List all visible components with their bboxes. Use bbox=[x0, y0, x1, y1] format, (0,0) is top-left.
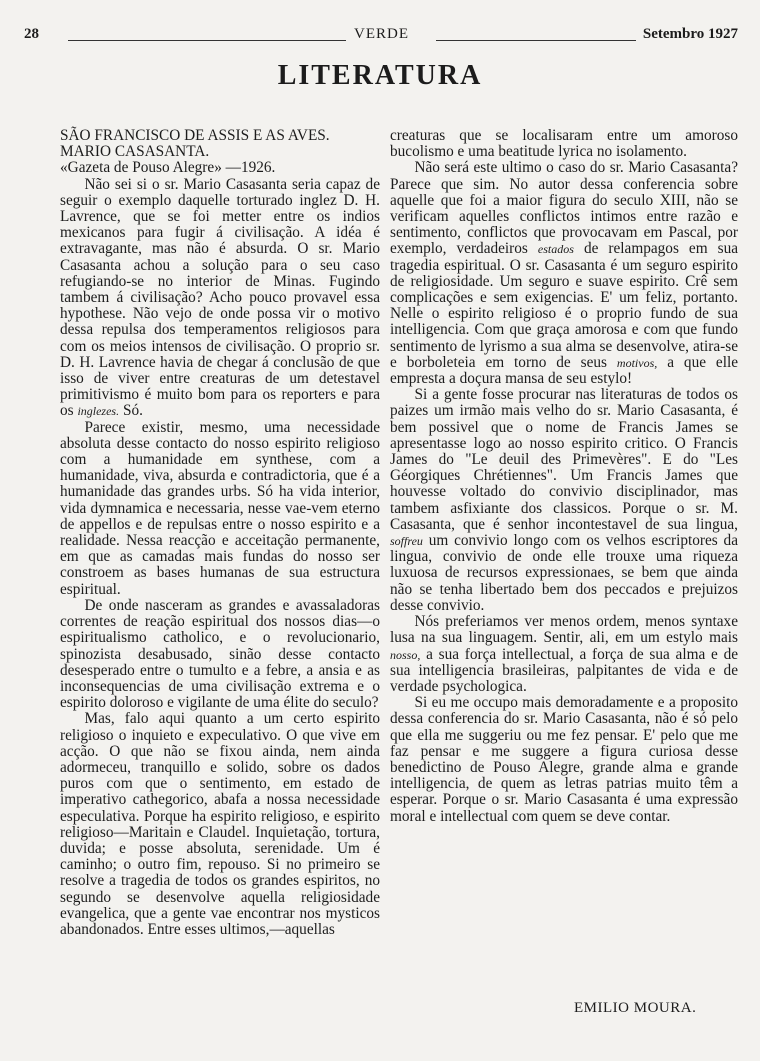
paragraph-text: Si a gente fosse procurar nas literaturas de todos os paizes um irmão mais velho do sr. Mario Casasanta, é bem possivel que o nome de Francis James se apresentasse logo ao nosso espirito critico. O Francis James do "Le deuil des Primevères". E do "Les Géorgiques Chrétiennes". Um Francis James que houvesse voltado do convivio disciplinador, mas tambem asfixiante dos classicos. Porque o sr. M. Casasanta, que é senhor incontestavel de sua lingua, bbox=[390, 386, 738, 533]
italic-word: motivos, bbox=[616, 355, 658, 370]
paragraph: Parece existir, mesmo, uma necessidade absoluta desse contacto do nosso espirito religioso com a humanidade em synthese, com a humanidade, viva, absurda e contradictoria, que é a humanidade das grandes urbs. Só ha vida interior, vida dymnamica e necessaria, nesse vae-vem eterno de appellos e de repulsas entre o nosso espirito e a realidade. Nessa reacção e acceitação permanente, em que as camadas mais fundas do nosso ser constroem as bases humanas de sua estructura espiritual. bbox=[60, 418, 380, 598]
section-title: LITERATURA bbox=[277, 60, 483, 91]
paragraph: Si eu me occupo mais demoradamente e a proposito dessa conferencia do sr. Mario Casasanta, não é só pelo que ella me suggeriu ou me fez pensar. E' pelo que me faz pensar e me suggere a figura curiosa desse benedictino de Pouso Alegre, grande alma e grande intelligencia, de quem as letras patrias muito têm a esperar. Porque o sr. Mario Casasanta é uma expressão moral e intellectual com quem se deve contar. bbox=[390, 694, 738, 825]
page-number: 28 bbox=[24, 26, 39, 42]
italic-word: nosso, bbox=[390, 647, 421, 662]
paragraph: De onde nasceram as grandes e avassaladoras correntes de reação espiritual dos nossos dias—o espiritualismo catholico, e o revolucionario, spinozista desabusado, sinão desse contacto desesperado entre o tumulto e a febre, a ansia e as inconsequencias de uma civilisação extrema e o espirito doloroso e vigilante de uma élite do seculo? bbox=[60, 596, 380, 712]
paragraph: Mas, falo aqui quanto a um certo espirito religioso o inquieto e expeculativo. O que vive em acção. O que não se fixou ainda, nem ainda adormeceu, tranquillo e solido, sobre os dados puros com que o sentimento, em estado de imperativo cathegorico, abafa a nossa necessidade especulativa. Porque ha espirito religioso, e espirito religioso—Maritain e Claudel. Inquietação, tortura, duvida; e posse absoluta, serenidade. Um é caminho; o outro fim, repouso. Si no primeiro se resolve a tragedia de todos os grandes espiritos, no segundo se desenvolve aquella religiosidade evangelica, que a gente vae encontrar nos mysticos abandonados. Entre esses ultimos,—aquellas bbox=[60, 710, 380, 938]
header-rule-right bbox=[436, 40, 636, 41]
paragraph bbox=[390, 614, 738, 695]
paragraph-text: a que elle empresta a doçura mansa de seu estylo! bbox=[390, 353, 739, 388]
header-rule-left bbox=[68, 40, 346, 41]
publication-name: VERDE bbox=[354, 26, 409, 42]
paragraph bbox=[390, 160, 738, 387]
paragraph-text: Só. bbox=[122, 402, 143, 420]
italic-word: estados bbox=[537, 242, 574, 257]
article-heading-source: «Gazeta de Pouso Alegre» —1926. bbox=[60, 159, 276, 177]
article-heading-title: SÃO FRANCISCO DE ASSIS E AS AVES. bbox=[60, 127, 330, 144]
paragraph-text: Não será este ultimo o caso do sr. Mario Casasanta? Parece que sim. No autor dessa conferencia sobre aquelle que foi a maior figura do seculo XIII, não se verificam aquelles conflictos intimos entre razão e sentimento, conflictos que provocavam em Pascal, por exemplo, verdadeiros bbox=[390, 159, 738, 258]
italic-word: inglezes. bbox=[77, 404, 120, 419]
page-header bbox=[24, 26, 738, 48]
paragraph-text: Nós preferiamos ver menos ordem, menos syntaxe lusa na sua linguagem. Sentir, ali, em um estylo mais bbox=[390, 613, 738, 647]
paragraph-text: um convivio longo com os velhos escriptores da lingua, convivio de onde elle trouxe uma riqueza luxuosa de recursos expressionaes, se bem que ainda não se tenha libertado bem dos peccados e prejuizos desse convivio. bbox=[390, 532, 738, 614]
article-column-right bbox=[390, 128, 738, 825]
paragraph: creaturas que se localisaram entre um amoroso bucolismo e uma beatitude lyrica no isolamento. bbox=[390, 127, 738, 161]
author-signature: EMILIO MOURA. bbox=[574, 1000, 697, 1016]
italic-word: soffreu bbox=[390, 534, 423, 549]
article-heading-author: MARIO CASASANTA. bbox=[60, 143, 210, 161]
paragraph bbox=[390, 387, 738, 614]
paragraph-text: de relampagos em sua tragedia espiritual. O sr. Casasanta é um seguro espirito de religiosidade. Um seguro e suave espirito. Crê sem complicações e sem exigencias. E' um feliz, portanto. Nelle o espirito religioso é o proprio fundo de sua intelligencia. Com que graça amorosa e com que fundo sentimento de lyrismo a sua alma se desenvolve, atira-se e borboleteia em torno de seus bbox=[390, 240, 739, 371]
paragraph-text: a sua força intellectual, a força de sua alma e de sua intelligencia brasileiras, palpitantes de vida e de verdade psychologica. bbox=[390, 645, 739, 695]
paragraph-text: Não sei si o sr. Mario Casasanta seria capaz de seguir o exemplo daquelle torturado inglez D. H. Lavrence, que se foi metter entre os indios mexicanos para fugir á civilisação. A idéa é extravagante, mas não é absurda. O sr. Mario Casasanta achou a solução para o seu caso refugiando-se no interior de Minas. Fugindo tambem á civilisação? Acho pouco provavel essa hypothese. Não vejo de onde possa vir o motivo dessa repulsa dos temperamentos religiosos para com os meios intensos de civilisação. O proprio sr. D. H. Lavrence havia de chegar á conclusão de que isso de viver entre creaturas de um detestavel primitivismo é muito bom para os reporters e para os bbox=[60, 175, 380, 420]
article-column-left bbox=[60, 128, 380, 938]
paragraph bbox=[60, 177, 380, 420]
issue-date: Setembro 1927 bbox=[642, 26, 738, 42]
